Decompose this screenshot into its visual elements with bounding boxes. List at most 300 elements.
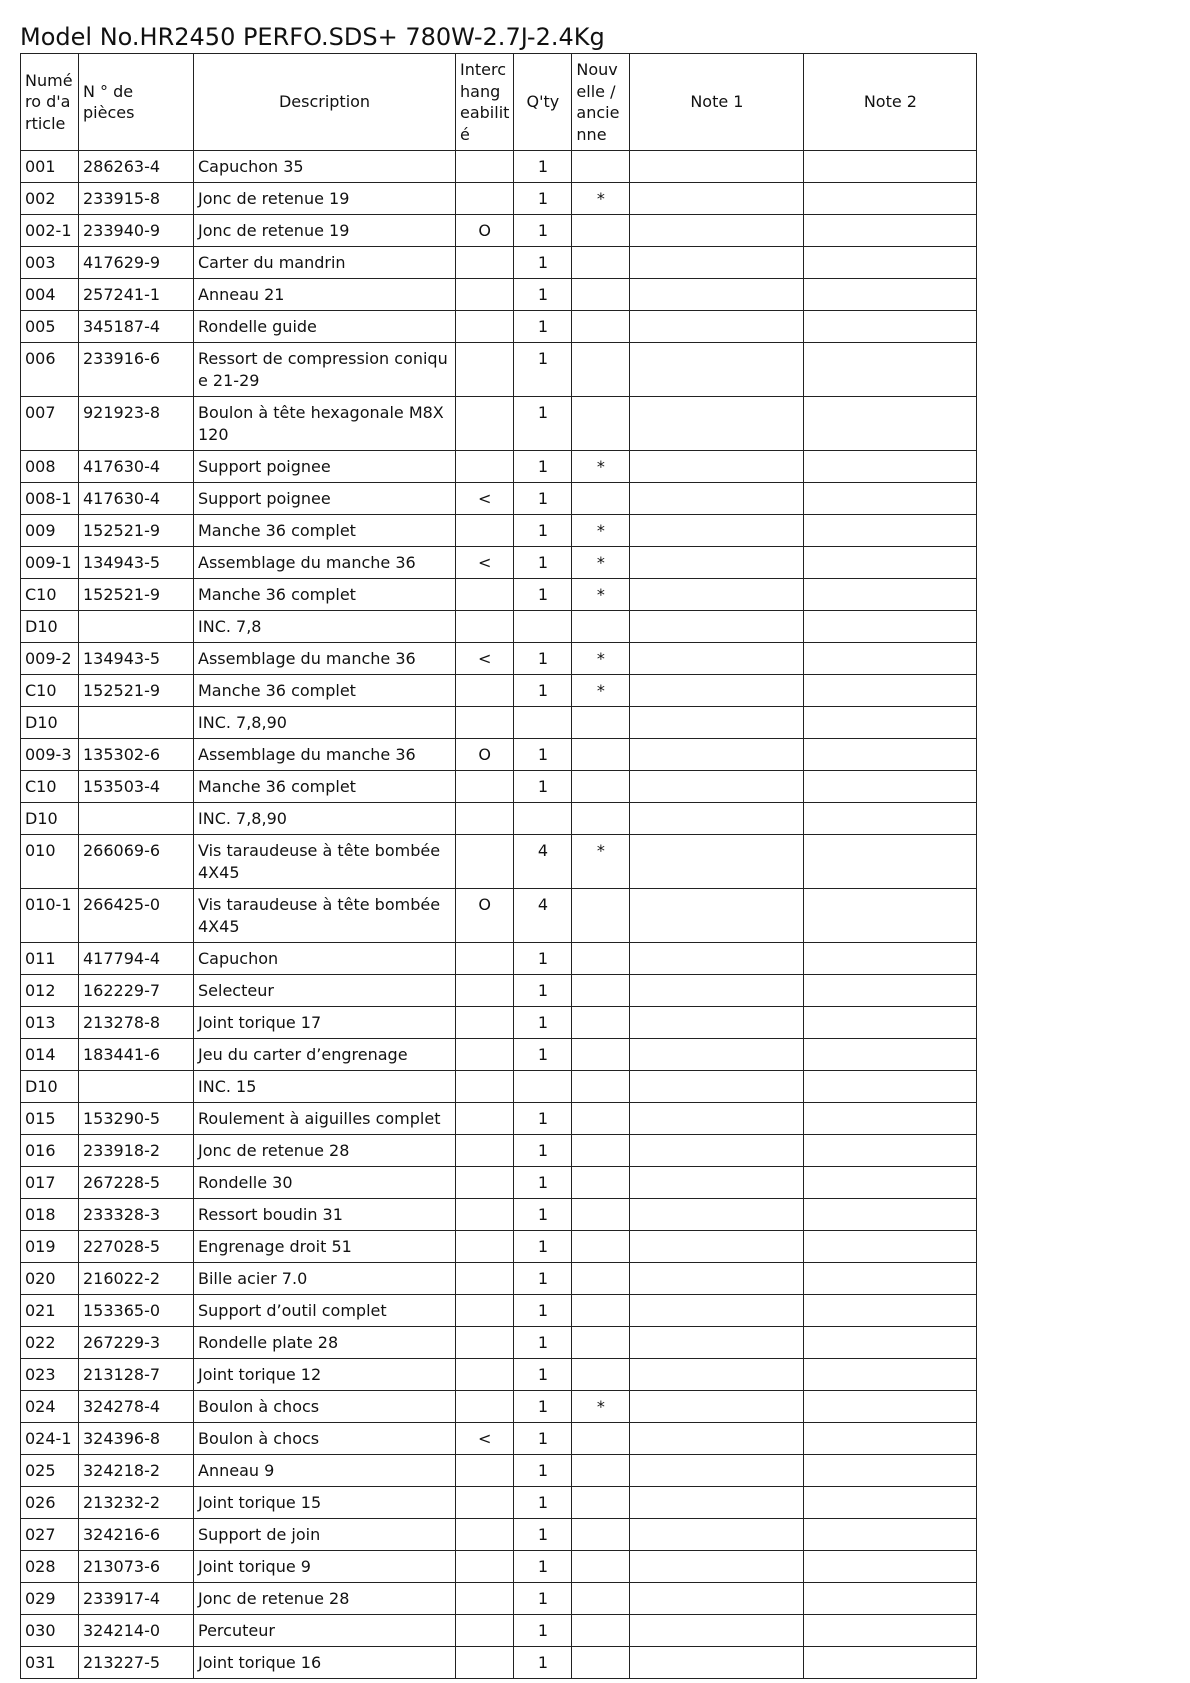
cell-item-number: 020 bbox=[21, 1263, 79, 1295]
cell-description: INC. 7,8,90 bbox=[194, 803, 456, 835]
cell-note-1 bbox=[630, 975, 804, 1007]
cell-note-2 bbox=[804, 1231, 977, 1263]
cell-interchangeability bbox=[456, 183, 514, 215]
cell-quantity: 1 bbox=[514, 1359, 572, 1391]
cell-new-old: * bbox=[572, 675, 630, 707]
table-row bbox=[21, 1423, 977, 1455]
cell-note-1 bbox=[630, 279, 804, 311]
cell-new-old bbox=[572, 311, 630, 343]
cell-item-number: 026 bbox=[21, 1487, 79, 1519]
cell-note-1 bbox=[630, 1647, 804, 1679]
cell-description: Joint torique 16 bbox=[194, 1647, 456, 1679]
cell-note-2 bbox=[804, 183, 977, 215]
table-row bbox=[21, 1039, 977, 1071]
cell-interchangeability bbox=[456, 1103, 514, 1135]
cell-new-old bbox=[572, 943, 630, 975]
cell-quantity: 1 bbox=[514, 771, 572, 803]
table-row bbox=[21, 1007, 977, 1039]
cell-new-old bbox=[572, 1487, 630, 1519]
cell-note-1 bbox=[630, 343, 804, 397]
cell-quantity: 4 bbox=[514, 835, 572, 889]
cell-item-number: 007 bbox=[21, 397, 79, 451]
cell-description: Manche 36 complet bbox=[194, 515, 456, 547]
table-row bbox=[21, 579, 977, 611]
cell-note-2 bbox=[804, 1647, 977, 1679]
cell-new-old bbox=[572, 611, 630, 643]
cell-interchangeability: < bbox=[456, 483, 514, 515]
cell-note-1 bbox=[630, 1231, 804, 1263]
cell-interchangeability bbox=[456, 247, 514, 279]
cell-part-number bbox=[79, 803, 194, 835]
cell-note-1 bbox=[630, 707, 804, 739]
cell-new-old bbox=[572, 397, 630, 451]
cell-part-number: 417629-9 bbox=[79, 247, 194, 279]
cell-note-2 bbox=[804, 1135, 977, 1167]
header-item-number: Numé ro d'a rticle bbox=[21, 54, 79, 151]
cell-interchangeability bbox=[456, 1071, 514, 1103]
cell-note-1 bbox=[630, 1167, 804, 1199]
cell-item-number: 028 bbox=[21, 1551, 79, 1583]
cell-note-2 bbox=[804, 483, 977, 515]
cell-note-2 bbox=[804, 515, 977, 547]
cell-quantity: 1 bbox=[514, 1231, 572, 1263]
cell-note-1 bbox=[630, 771, 804, 803]
table-row bbox=[21, 1359, 977, 1391]
cell-description: Joint torique 12 bbox=[194, 1359, 456, 1391]
cell-note-1 bbox=[630, 643, 804, 675]
cell-note-1 bbox=[630, 943, 804, 975]
cell-interchangeability bbox=[456, 943, 514, 975]
cell-item-number: 012 bbox=[21, 975, 79, 1007]
cell-quantity: 1 bbox=[514, 975, 572, 1007]
cell-item-number: 010-1 bbox=[21, 889, 79, 943]
cell-item-number: 002-1 bbox=[21, 215, 79, 247]
cell-interchangeability: O bbox=[456, 889, 514, 943]
cell-description: Boulon à tête hexagonale M8X120 bbox=[194, 397, 456, 451]
cell-item-number: 018 bbox=[21, 1199, 79, 1231]
cell-quantity: 4 bbox=[514, 889, 572, 943]
cell-part-number: 233328-3 bbox=[79, 1199, 194, 1231]
cell-quantity bbox=[514, 707, 572, 739]
cell-interchangeability bbox=[456, 1583, 514, 1615]
cell-item-number: 013 bbox=[21, 1007, 79, 1039]
table-row bbox=[21, 279, 977, 311]
cell-note-1 bbox=[630, 1551, 804, 1583]
cell-description: Jonc de retenue 19 bbox=[194, 215, 456, 247]
cell-note-2 bbox=[804, 215, 977, 247]
cell-new-old bbox=[572, 1167, 630, 1199]
table-row bbox=[21, 1583, 977, 1615]
table-row bbox=[21, 1551, 977, 1583]
cell-note-2 bbox=[804, 451, 977, 483]
cell-interchangeability bbox=[456, 611, 514, 643]
cell-description: Capuchon 35 bbox=[194, 151, 456, 183]
cell-note-2 bbox=[804, 803, 977, 835]
cell-new-old bbox=[572, 1423, 630, 1455]
cell-note-1 bbox=[630, 1071, 804, 1103]
cell-quantity: 1 bbox=[514, 1519, 572, 1551]
cell-item-number: 014 bbox=[21, 1039, 79, 1071]
cell-note-1 bbox=[630, 1103, 804, 1135]
cell-quantity: 1 bbox=[514, 483, 572, 515]
cell-quantity: 1 bbox=[514, 1487, 572, 1519]
cell-item-number: D10 bbox=[21, 1071, 79, 1103]
cell-note-2 bbox=[804, 1455, 977, 1487]
cell-note-2 bbox=[804, 1487, 977, 1519]
cell-item-number: 009-2 bbox=[21, 643, 79, 675]
table-row bbox=[21, 1135, 977, 1167]
cell-note-2 bbox=[804, 1583, 977, 1615]
cell-quantity: 1 bbox=[514, 675, 572, 707]
cell-part-number: 213278-8 bbox=[79, 1007, 194, 1039]
cell-part-number: 134943-5 bbox=[79, 643, 194, 675]
cell-description: Assemblage du manche 36 bbox=[194, 547, 456, 579]
cell-new-old bbox=[572, 1071, 630, 1103]
cell-note-1 bbox=[630, 1391, 804, 1423]
cell-item-number: 002 bbox=[21, 183, 79, 215]
cell-description: Joint torique 9 bbox=[194, 1551, 456, 1583]
cell-interchangeability bbox=[456, 1519, 514, 1551]
cell-interchangeability bbox=[456, 1647, 514, 1679]
cell-quantity: 1 bbox=[514, 397, 572, 451]
cell-note-2 bbox=[804, 643, 977, 675]
cell-item-number: 001 bbox=[21, 151, 79, 183]
cell-new-old bbox=[572, 215, 630, 247]
cell-part-number: 324216-6 bbox=[79, 1519, 194, 1551]
table-row bbox=[21, 1295, 977, 1327]
cell-note-1 bbox=[630, 1263, 804, 1295]
cell-interchangeability bbox=[456, 343, 514, 397]
cell-description: Ressort de compression conique 21-29 bbox=[194, 343, 456, 397]
cell-note-1 bbox=[630, 611, 804, 643]
cell-interchangeability bbox=[456, 1135, 514, 1167]
cell-description: Joint torique 17 bbox=[194, 1007, 456, 1039]
cell-quantity: 1 bbox=[514, 1647, 572, 1679]
cell-note-1 bbox=[630, 1519, 804, 1551]
cell-interchangeability bbox=[456, 1615, 514, 1647]
cell-new-old: * bbox=[572, 451, 630, 483]
cell-quantity: 1 bbox=[514, 1615, 572, 1647]
cell-part-number: 417630-4 bbox=[79, 483, 194, 515]
cell-item-number: 030 bbox=[21, 1615, 79, 1647]
table-row bbox=[21, 183, 977, 215]
cell-note-1 bbox=[630, 1359, 804, 1391]
cell-part-number: 233915-8 bbox=[79, 183, 194, 215]
cell-note-2 bbox=[804, 771, 977, 803]
cell-quantity: 1 bbox=[514, 343, 572, 397]
cell-note-1 bbox=[630, 311, 804, 343]
cell-new-old: * bbox=[572, 183, 630, 215]
cell-note-2 bbox=[804, 1327, 977, 1359]
cell-new-old: * bbox=[572, 579, 630, 611]
cell-description: Manche 36 complet bbox=[194, 579, 456, 611]
cell-description: INC. 7,8 bbox=[194, 611, 456, 643]
cell-part-number: 213227-5 bbox=[79, 1647, 194, 1679]
cell-description: Support d’outil complet bbox=[194, 1295, 456, 1327]
cell-description: Jeu du carter d’engrenage bbox=[194, 1039, 456, 1071]
cell-part-number: 213128-7 bbox=[79, 1359, 194, 1391]
cell-note-2 bbox=[804, 1167, 977, 1199]
cell-quantity: 1 bbox=[514, 943, 572, 975]
cell-interchangeability bbox=[456, 1327, 514, 1359]
cell-interchangeability bbox=[456, 1167, 514, 1199]
cell-item-number: 027 bbox=[21, 1519, 79, 1551]
cell-interchangeability bbox=[456, 311, 514, 343]
cell-note-2 bbox=[804, 739, 977, 771]
cell-item-number: 022 bbox=[21, 1327, 79, 1359]
table-row bbox=[21, 835, 977, 889]
cell-new-old: * bbox=[572, 643, 630, 675]
cell-new-old: * bbox=[572, 835, 630, 889]
cell-note-2 bbox=[804, 1519, 977, 1551]
table-row bbox=[21, 1103, 977, 1135]
table-row bbox=[21, 215, 977, 247]
cell-note-1 bbox=[630, 547, 804, 579]
cell-quantity: 1 bbox=[514, 1039, 572, 1071]
cell-part-number: 153290-5 bbox=[79, 1103, 194, 1135]
table-row bbox=[21, 1615, 977, 1647]
cell-quantity: 1 bbox=[514, 451, 572, 483]
cell-description: INC. 7,8,90 bbox=[194, 707, 456, 739]
cell-part-number: 267229-3 bbox=[79, 1327, 194, 1359]
cell-note-1 bbox=[630, 1295, 804, 1327]
cell-note-2 bbox=[804, 1039, 977, 1071]
cell-interchangeability bbox=[456, 1007, 514, 1039]
cell-note-1 bbox=[630, 483, 804, 515]
cell-description: Selecteur bbox=[194, 975, 456, 1007]
cell-item-number: D10 bbox=[21, 803, 79, 835]
header-description: Description bbox=[194, 54, 456, 151]
cell-item-number: 009-1 bbox=[21, 547, 79, 579]
cell-item-number: 017 bbox=[21, 1167, 79, 1199]
cell-note-2 bbox=[804, 707, 977, 739]
cell-new-old bbox=[572, 1327, 630, 1359]
cell-description: Carter du mandrin bbox=[194, 247, 456, 279]
cell-part-number: 152521-9 bbox=[79, 515, 194, 547]
table-row bbox=[21, 1167, 977, 1199]
cell-interchangeability bbox=[456, 1263, 514, 1295]
table-header-row bbox=[21, 54, 977, 151]
cell-note-1 bbox=[630, 1199, 804, 1231]
table-row bbox=[21, 311, 977, 343]
cell-item-number: 031 bbox=[21, 1647, 79, 1679]
cell-description: Rondelle guide bbox=[194, 311, 456, 343]
cell-part-number: 324214-0 bbox=[79, 1615, 194, 1647]
cell-description: Manche 36 complet bbox=[194, 675, 456, 707]
cell-part-number: 233917-4 bbox=[79, 1583, 194, 1615]
cell-description: Manche 36 complet bbox=[194, 771, 456, 803]
cell-quantity bbox=[514, 803, 572, 835]
cell-interchangeability bbox=[456, 675, 514, 707]
cell-note-2 bbox=[804, 151, 977, 183]
cell-part-number bbox=[79, 611, 194, 643]
cell-new-old bbox=[572, 1583, 630, 1615]
cell-quantity: 1 bbox=[514, 151, 572, 183]
cell-new-old bbox=[572, 1359, 630, 1391]
table-row bbox=[21, 1263, 977, 1295]
cell-interchangeability bbox=[456, 1551, 514, 1583]
cell-item-number: 009 bbox=[21, 515, 79, 547]
cell-description: Assemblage du manche 36 bbox=[194, 643, 456, 675]
cell-note-2 bbox=[804, 1071, 977, 1103]
table-row bbox=[21, 343, 977, 397]
cell-note-2 bbox=[804, 675, 977, 707]
cell-description: Roulement à aiguilles complet bbox=[194, 1103, 456, 1135]
cell-interchangeability: < bbox=[456, 547, 514, 579]
header-note-1: Note 1 bbox=[630, 54, 804, 151]
cell-description: Engrenage droit 51 bbox=[194, 1231, 456, 1263]
table-row bbox=[21, 611, 977, 643]
cell-new-old bbox=[572, 343, 630, 397]
cell-interchangeability bbox=[456, 707, 514, 739]
cell-description: Joint torique 15 bbox=[194, 1487, 456, 1519]
cell-quantity: 1 bbox=[514, 1263, 572, 1295]
cell-item-number: 011 bbox=[21, 943, 79, 975]
cell-new-old bbox=[572, 1199, 630, 1231]
cell-item-number: 006 bbox=[21, 343, 79, 397]
cell-quantity bbox=[514, 611, 572, 643]
cell-item-number: 021 bbox=[21, 1295, 79, 1327]
cell-part-number: 324278-4 bbox=[79, 1391, 194, 1423]
cell-quantity: 1 bbox=[514, 579, 572, 611]
cell-note-1 bbox=[630, 1455, 804, 1487]
cell-new-old bbox=[572, 803, 630, 835]
cell-quantity: 1 bbox=[514, 311, 572, 343]
cell-description: Boulon à chocs bbox=[194, 1423, 456, 1455]
cell-note-1 bbox=[630, 1615, 804, 1647]
cell-note-1 bbox=[630, 151, 804, 183]
cell-new-old bbox=[572, 1263, 630, 1295]
cell-item-number: D10 bbox=[21, 611, 79, 643]
cell-new-old bbox=[572, 247, 630, 279]
cell-part-number: 417794-4 bbox=[79, 943, 194, 975]
table-row bbox=[21, 1231, 977, 1263]
cell-part-number: 153503-4 bbox=[79, 771, 194, 803]
cell-interchangeability bbox=[456, 771, 514, 803]
cell-part-number: 266425-0 bbox=[79, 889, 194, 943]
cell-item-number: 008 bbox=[21, 451, 79, 483]
cell-new-old bbox=[572, 1231, 630, 1263]
cell-part-number: 257241-1 bbox=[79, 279, 194, 311]
cell-new-old bbox=[572, 1551, 630, 1583]
cell-interchangeability bbox=[456, 835, 514, 889]
cell-item-number: 009-3 bbox=[21, 739, 79, 771]
cell-quantity: 1 bbox=[514, 1135, 572, 1167]
cell-new-old bbox=[572, 1295, 630, 1327]
cell-interchangeability bbox=[456, 397, 514, 451]
cell-new-old bbox=[572, 151, 630, 183]
cell-part-number: 324218-2 bbox=[79, 1455, 194, 1487]
cell-note-2 bbox=[804, 943, 977, 975]
cell-interchangeability: O bbox=[456, 215, 514, 247]
cell-note-1 bbox=[630, 1039, 804, 1071]
cell-interchangeability bbox=[456, 1455, 514, 1487]
cell-note-2 bbox=[804, 1551, 977, 1583]
cell-note-2 bbox=[804, 547, 977, 579]
cell-new-old bbox=[572, 1615, 630, 1647]
cell-description: Rondelle plate 28 bbox=[194, 1327, 456, 1359]
cell-item-number: 004 bbox=[21, 279, 79, 311]
cell-note-1 bbox=[630, 451, 804, 483]
cell-part-number: 267228-5 bbox=[79, 1167, 194, 1199]
cell-new-old bbox=[572, 1007, 630, 1039]
cell-note-1 bbox=[630, 183, 804, 215]
cell-interchangeability bbox=[456, 1359, 514, 1391]
cell-note-2 bbox=[804, 247, 977, 279]
cell-description: Bille acier 7.0 bbox=[194, 1263, 456, 1295]
cell-item-number: C10 bbox=[21, 675, 79, 707]
cell-note-1 bbox=[630, 1423, 804, 1455]
cell-description: Support poignee bbox=[194, 483, 456, 515]
cell-item-number: 003 bbox=[21, 247, 79, 279]
cell-note-2 bbox=[804, 1359, 977, 1391]
table-row bbox=[21, 739, 977, 771]
cell-note-2 bbox=[804, 311, 977, 343]
cell-interchangeability bbox=[456, 279, 514, 311]
cell-item-number: 010 bbox=[21, 835, 79, 889]
cell-part-number: 152521-9 bbox=[79, 675, 194, 707]
cell-new-old: * bbox=[572, 1391, 630, 1423]
table-row bbox=[21, 803, 977, 835]
cell-interchangeability bbox=[456, 1487, 514, 1519]
cell-new-old bbox=[572, 739, 630, 771]
cell-item-number: D10 bbox=[21, 707, 79, 739]
cell-new-old bbox=[572, 1519, 630, 1551]
table-row bbox=[21, 889, 977, 943]
cell-note-2 bbox=[804, 1103, 977, 1135]
cell-description: Anneau 21 bbox=[194, 279, 456, 311]
cell-description: INC. 15 bbox=[194, 1071, 456, 1103]
cell-interchangeability bbox=[456, 451, 514, 483]
cell-interchangeability bbox=[456, 1231, 514, 1263]
cell-note-1 bbox=[630, 1327, 804, 1359]
cell-note-1 bbox=[630, 803, 804, 835]
cell-part-number: 153365-0 bbox=[79, 1295, 194, 1327]
cell-part-number: 213073-6 bbox=[79, 1551, 194, 1583]
header-interchangeability: Interc hang eabilit é bbox=[456, 54, 514, 151]
cell-new-old: * bbox=[572, 547, 630, 579]
cell-quantity: 1 bbox=[514, 1167, 572, 1199]
table-row bbox=[21, 247, 977, 279]
cell-new-old bbox=[572, 483, 630, 515]
cell-quantity: 1 bbox=[514, 279, 572, 311]
cell-item-number: C10 bbox=[21, 771, 79, 803]
cell-description: Support de join bbox=[194, 1519, 456, 1551]
cell-description: Vis taraudeuse à tête bombée 4X45 bbox=[194, 835, 456, 889]
cell-note-1 bbox=[630, 835, 804, 889]
cell-note-2 bbox=[804, 397, 977, 451]
cell-item-number: 024 bbox=[21, 1391, 79, 1423]
cell-part-number: 233916-6 bbox=[79, 343, 194, 397]
table-row bbox=[21, 483, 977, 515]
cell-item-number: 023 bbox=[21, 1359, 79, 1391]
cell-note-1 bbox=[630, 1583, 804, 1615]
cell-item-number: 024-1 bbox=[21, 1423, 79, 1455]
table-row bbox=[21, 1327, 977, 1359]
cell-note-2 bbox=[804, 343, 977, 397]
cell-part-number bbox=[79, 1071, 194, 1103]
cell-note-1 bbox=[630, 1007, 804, 1039]
cell-part-number: 233940-9 bbox=[79, 215, 194, 247]
cell-description: Support poignee bbox=[194, 451, 456, 483]
cell-quantity: 1 bbox=[514, 1551, 572, 1583]
cell-item-number: 025 bbox=[21, 1455, 79, 1487]
table-row bbox=[21, 397, 977, 451]
cell-interchangeability: < bbox=[456, 643, 514, 675]
cell-part-number: 921923-8 bbox=[79, 397, 194, 451]
table-row bbox=[21, 1487, 977, 1519]
cell-note-1 bbox=[630, 397, 804, 451]
